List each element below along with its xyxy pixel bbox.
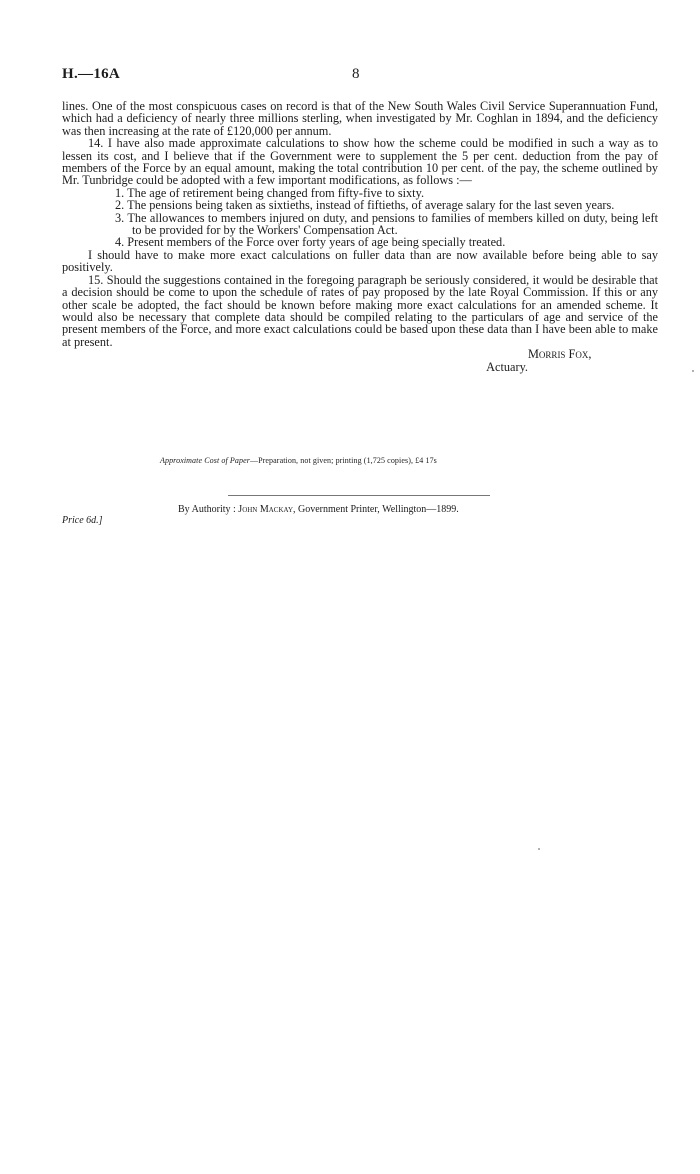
list-item: 3. The allowances to members injured on duty, and pensions to families of members killed on duty, being left to be provided for by the Workers' Compensation Act. — [115, 210, 658, 238]
cost-label: Approximate Cost of Paper — [160, 456, 250, 465]
paragraph-exact-calculations: I should have to make more exact calculations on fuller data than are now available before being able to say positively. — [62, 247, 658, 275]
price-label: Price 6d.] — [62, 515, 103, 526]
body-text — [62, 100, 658, 373]
signature-block — [62, 348, 658, 373]
list-item: 1. The age of retirement being changed from fifty-five to sixty. — [115, 185, 425, 200]
page-number: 8 — [352, 66, 360, 82]
page-header — [62, 66, 662, 86]
cost-detail: —Preparation, not given; printing (1,725 copies), £4 17s — [249, 456, 437, 465]
footer-divider — [228, 495, 490, 496]
printer-name: John Mackay, — [238, 504, 296, 515]
authority-prefix: By Authority : — [178, 504, 236, 515]
authority-suffix: Government Printer, Wellington—1899. — [298, 504, 459, 515]
document-id: H.—16A — [62, 66, 121, 82]
authority-line — [178, 504, 578, 515]
signatory-title: Actuary. — [486, 359, 528, 374]
paragraph-15: 15. Should the suggestions contained in the foregoing paragraph be seriously considered, it would be desirable that a decision should be come to upon the schedule of rates of pay proposed by the late Royal Commission. If this or any other scale be adopted, the fact should be known before making more exact calculations for an amended scheme. It would also be necessary that complete data should be compiled relating to the particulars of age and service of the present members of the Force, and more exact calculations could be based upon these data than I have been able to make at present. — [62, 272, 658, 349]
paragraph-14: 14. I have also made approximate calculations to show how the scheme could be modified in such a way as to lessen its cost, and I believe that if the Government were to supplement the 5 per cent. deduction from the pay of members of the Force by an equal amount, making the total contribution 10 per cent. of the pay, the scheme outlined by Mr. Tunbridge could be adopted with a few important modifications, as follows :— — [62, 136, 658, 188]
edge-mark — [692, 370, 694, 372]
signatory-name: Morris Fox, — [528, 347, 592, 362]
speck-mark — [538, 848, 540, 850]
modifications-list — [62, 187, 658, 249]
paragraph-continuation: lines. One of the most conspicuous cases on record is that of the New South Wales Civil Service Superannuation Fund, which had a deficiency of nearly three millions sterling, when investigated by Mr. Coghlan in 1894, and the deficiency was then increasing at the rate of £120,000 per annum. — [62, 99, 658, 138]
list-item: 4. Present members of the Force over forty years of age being specially treated. — [115, 235, 506, 250]
paragraph-15-block — [62, 274, 658, 348]
cost-of-paper-note — [160, 456, 560, 465]
list-item: 2. The pensions being taken as sixtieths, instead of fiftieths, of average salary for the last seven years. — [115, 198, 615, 213]
